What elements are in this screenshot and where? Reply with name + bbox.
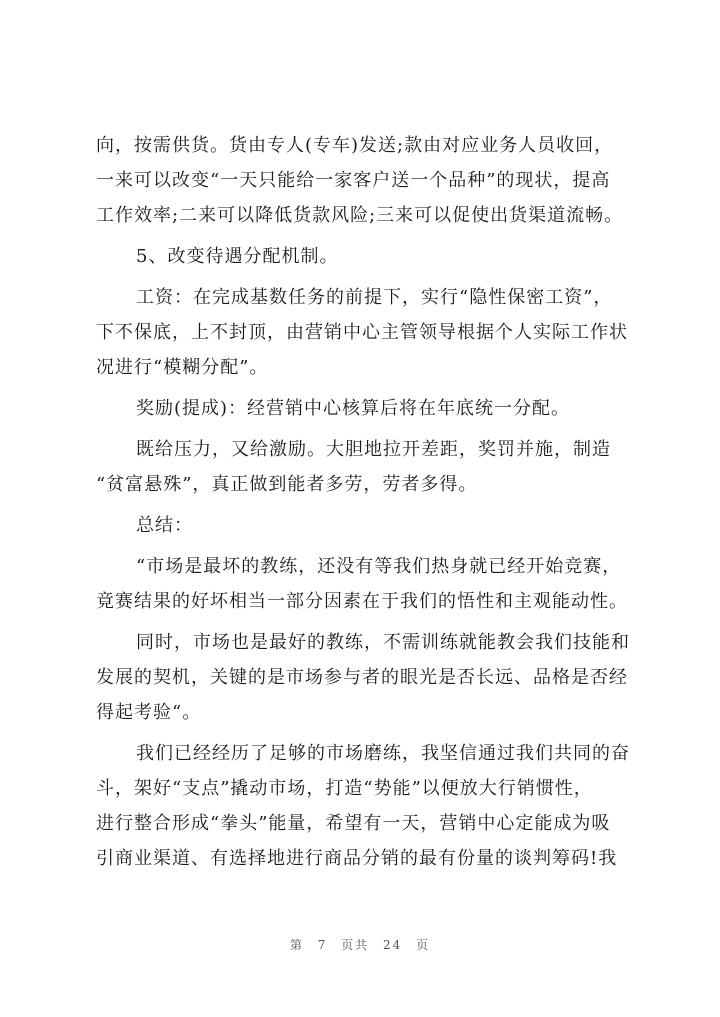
text-line: “市场是最坏的教练，还没有等我们热身就已经开始竞赛， [136, 556, 622, 577]
text-line: 一来可以改变“一天只能给一家客户送一个品种”的现状，提高 [96, 170, 611, 191]
paragraph-bonus [96, 391, 636, 426]
text-line: “贫富悬殊”，真正做到能者多劳，劳者多得。 [96, 474, 478, 495]
text-line: 发展的契机，关键的是市场参与者的眼光是否长远、品格是否经 [96, 667, 628, 688]
text-line: 同时，市场也是最好的教练，不需训练就能教会我们技能和 [136, 632, 630, 653]
text-line: 下不保底，上不封顶，由营销中心主管领导根据个人实际工作状 [96, 322, 628, 343]
paragraph-salary [96, 280, 636, 385]
text-line: 斗，架好“支点”撬动市场，打造“势能”以便放大行销惯性， [96, 778, 593, 799]
text-line: 况进行“模糊分配”。 [96, 357, 269, 378]
text-line: 向，按需供货。货由专人(专车)发送;款由对应业务人员收回， [96, 135, 614, 156]
text-line: 竟赛结果的好坏相当一部分因素在于我们的悟性和主观能动性。 [96, 591, 628, 612]
text-line: 工资：在完成基数任务的前提下，实行“隐性保密工资”， [136, 287, 613, 308]
text-line: 引商业渠道、有选择地进行商品分销的最有份量的谈判筹码!我 [96, 848, 618, 869]
paragraph-quote-end [96, 625, 636, 730]
paragraph-continuation [96, 128, 636, 233]
paragraph-quote-start [96, 549, 636, 619]
section-heading-5 [96, 239, 636, 274]
summary-heading [96, 508, 636, 543]
text-line: 奖励(提成)：经营销中心核算后将在年底统一分配。 [136, 398, 571, 419]
footer-prefix: 第 [289, 938, 304, 952]
footer-middle: 页共 [341, 938, 370, 952]
footer-suffix: 页 [416, 938, 431, 952]
text-line: 既给压力，又给激励。大胆地拉开差距，奖罚并施，制造 [136, 439, 611, 460]
text-line: 进行整合形成“拳头”能量，希望有一天，营销中心定能成为吸 [96, 813, 611, 834]
paragraph-incentive [96, 432, 636, 502]
paragraph-conclusion [96, 736, 636, 876]
footer-total-pages: 24 [383, 938, 403, 952]
page-footer [0, 936, 720, 953]
footer-current-page: 7 [317, 938, 328, 952]
text-line: 我们已经经历了足够的市场磨练，我坚信通过我们共同的奋 [136, 743, 630, 764]
text-line: 总结： [136, 515, 193, 536]
text-line: 得起考验“。 [96, 702, 202, 723]
document-body [96, 128, 636, 876]
text-line: 工作效率;二来可以降低货款风险;三来可以促使出货渠道流畅。 [96, 205, 624, 226]
text-line: 5、改变待遇分配机制。 [136, 246, 339, 267]
